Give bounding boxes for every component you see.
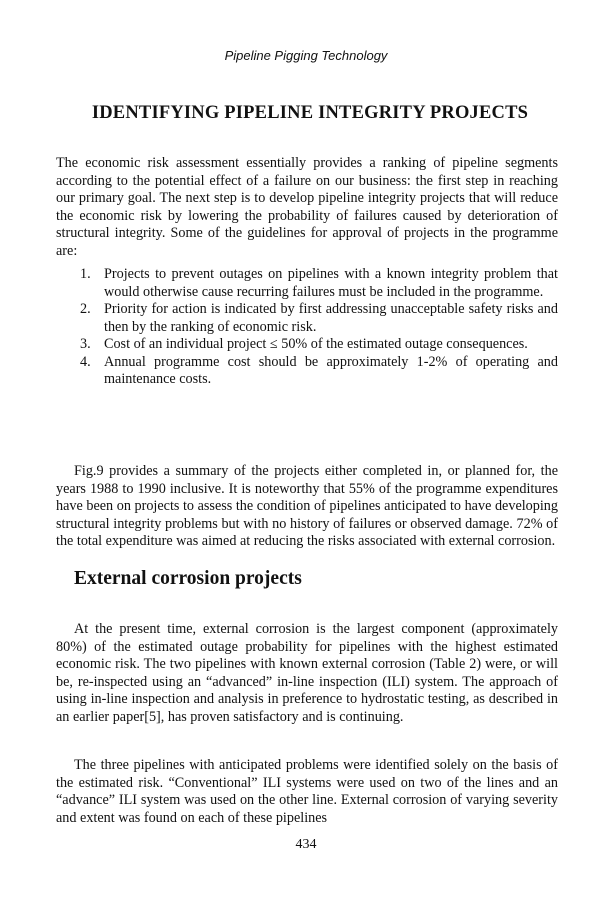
corrosion-paragraph-1: At the present time, external corrosion is the largest component (approximately 80%) of the estimated outage probability for pipelines with the highest estimated economic risk. The two pipelines with known external corrosion (Table 2) were, or will be, re-inspected using an “advanced” in-line inspection (ILI) system. The approach of using in-line inspection and analysis in preference to hydrostatic testing, as described in an earlier paper[5], has proven satisfactory and is continuing. (56, 621, 558, 725)
list-item-number: 4. (80, 353, 91, 370)
list-item-text: Priority for action is indicated by first addressing unacceptable safety risks and then by the ranking of economic risk. (104, 301, 558, 335)
list-item-text: Cost of an individual project ≤ 50% of the estimated outage consequences. (104, 336, 528, 352)
list-item-number: 2. (80, 301, 91, 317)
list-item (80, 301, 558, 336)
subsection-heading: External corrosion projects (74, 568, 302, 589)
list-item-text: Projects to prevent outages on pipelines with a known integrity problem that would otherwise cause recurring failures must be included in the programme. (104, 266, 558, 300)
intro-paragraph: The economic risk assessment essentially provides a ranking of pipeline segments according to the potential effect of a failure on our business: the first step in reaching our primary goal. The next step is to develop pipeline integrity projects that will reduce the economic risk by lowering the probability of failures caused by deterioration of structural integrity. Some of the guidelines for approval of projects in the programme are: (56, 155, 558, 259)
guidelines-list (80, 266, 558, 389)
list-item (80, 266, 558, 301)
list-item-text: Annual programme cost should be approximately 1-2% of operating and maintenance costs. (104, 353, 558, 387)
summary-paragraph: Fig.9 provides a summary of the projects either completed in, or planned for, the years 1988 to 1990 inclusive. It is noteworthy that 55% of the programme expenditures have been on projects to assess the condition of pipelines anticipated to have developing structural integrity problems but with no history of failures or observed damage. 72% of the total expenditure was aimed at reducing the risks associated with external corrosion. (56, 463, 558, 549)
corrosion-paragraph-2: The three pipelines with anticipated problems were identified solely on the basis of the estimated risk. “Conventional” ILI systems were used on two of the lines and an “advance” ILI system was used on the other line. External corrosion of varying severity and extent was found on each of these pipelines (56, 757, 558, 826)
list-item-number: 1. (80, 266, 91, 282)
section-heading: IDENTIFYING PIPELINE INTEGRITY PROJECTS (91, 103, 529, 123)
page-number: 434 (295, 837, 317, 852)
list-item (80, 354, 558, 389)
list-item-number: 3. (80, 336, 91, 352)
list-item (80, 336, 558, 354)
running-head: Pipeline Pigging Technology (224, 48, 388, 63)
